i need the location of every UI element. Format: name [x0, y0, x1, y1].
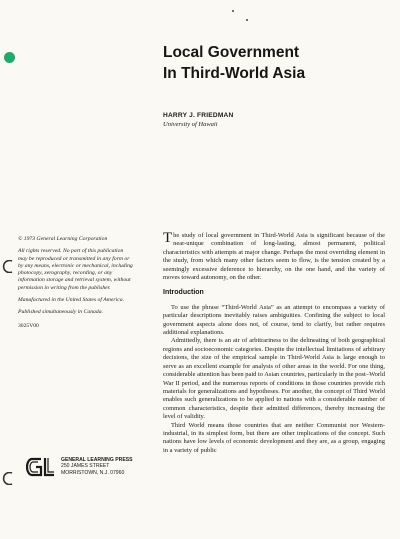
- publisher-text: [61, 457, 151, 476]
- body-paragraph-1: To use the phrase “Third-World Asia” as an attempt to encompass a variety of particular descriptions inevitably raises ambiguities. Confining the subject to local government aspects alone does not, of course, tend to clarify, but rather requires additional explanations.: [163, 303, 385, 337]
- dust-speck: [246, 19, 248, 21]
- dust-speck: [232, 10, 234, 12]
- body-paragraph-3: Third World means those countries that are neither Communist nor Western-industrial, in its simplest form, but there are other implications of the concept. Such nations have low levels of economic development and they are, as a group, engaging in a variety of public: [163, 421, 385, 454]
- published-note: Published simultaneously in Canada.: [18, 309, 103, 316]
- body-paragraph-2: Admittedly, there is an air of arbitrariness to the delineating of both geographical regions and socioeconomic categories. Despite the intellectual limitations of arbitrary decisions, the size of the empirical sample in Third-World Asia is large enough to serve as an excellent example for analysis of other areas in the world. For one thing, considerable attention has been paid to Asian countries, particularly in the post–World War II period, and the numerous reports of conditions in those countries provide rich materials for generalizations and hypotheses. For another, the concept of Third World enables such generalizations to be applied to nations with a considerable number of common characteristics, despite their admitted differences, thereby increasing the level of validity.: [163, 337, 385, 421]
- publisher-block: [18, 454, 148, 484]
- intro-paragraph: [163, 232, 385, 282]
- author-name: HARRY J. FRIEDMAN: [163, 112, 234, 119]
- binder-hole-mark: [2, 472, 15, 485]
- publisher-street: 250 JAMES STREET: [61, 463, 110, 470]
- copyright-line: © 1973 General Learning Corporation: [18, 236, 108, 242]
- publisher-logo-icon: [26, 456, 56, 478]
- author-affiliation: University of Hawaii: [163, 121, 218, 128]
- publisher-city: MORRISTOWN, N.J. 07960: [61, 469, 125, 476]
- rights-statement: All rights reserved. No part of this publication may be reproduced or transmitted in any form or by any means, electronic or mechanical, including photocopy, xerography, recording, or any information storage and retrieval system, without permission in writing from the publisher.: [18, 248, 133, 291]
- intro-text: he study of local government in Third-World Asia is significant because of the near-unique combination of long-lasting, almost permanent, political characteristics with attempts at major change. Perhaps the most overriding element in the study, from which many other factors seem to flow, is the tension created by a seemingly excessive deference to hierarchy, on the one hand, and the variety of moves toward autonomy, on the other.: [163, 232, 385, 282]
- title-line-2: In Third-World Asia: [163, 65, 306, 82]
- drop-cap: T: [163, 230, 173, 246]
- catalog-code: 3025V00: [18, 322, 39, 329]
- title-line-1: Local Government: [163, 44, 300, 61]
- article-body: [163, 232, 385, 455]
- green-marker-dot: [4, 52, 15, 63]
- binder-hole-mark: [2, 260, 15, 273]
- manufactured-note: Manufactured in the United States of America.: [18, 297, 124, 304]
- copyright-sidebar: [18, 236, 134, 335]
- article-title: [163, 42, 383, 84]
- publisher-name: GENERAL LEARNING PRESS: [61, 457, 133, 463]
- section-heading: Introduction: [163, 289, 204, 297]
